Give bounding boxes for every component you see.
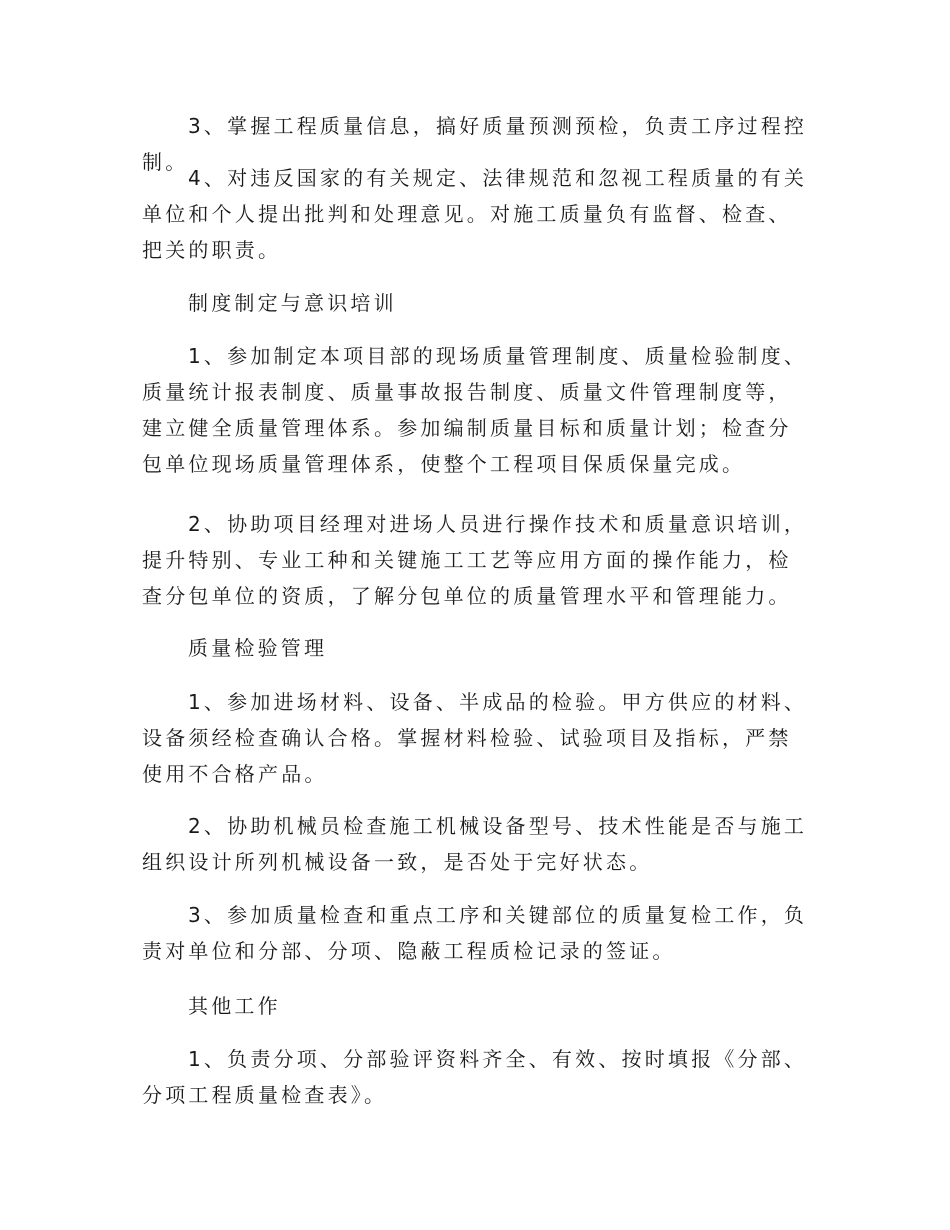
paragraph-records-filing: 1、负责分项、分部验评资料齐全、有效、按时填报《分部、分项工程质量检查表》。 [142,1047,808,1107]
paragraph-training-assist: 2、协助项目经理对进场人员进行操作技术和质量意识培训，提升特别、专业工种和关键施工工艺等应用方面的操作能力，检查分包单位的资质，了解分包单位的质量管理水平和管理能力。 [142,512,808,608]
paragraph-material-inspection: 1、参加进场材料、设备、半成品的检验。甲方供应的材料、设备须经检查确认合格。掌握材料检验、试验项目及指标，严禁使用不合格产品。 [142,690,808,786]
section-heading-other-work: 其他工作 [188,994,281,1018]
paragraph-equipment-check: 2、协助机械员检查施工机械设备型号、技术性能是否与施工组织设计所列机械设备一致，是否处于完好状态。 [142,814,808,874]
paragraph-violation-handling: 4、对违反国家的有关规定、法律规范和忽视工程质量的有关单位和个人提出批判和处理意见。对施工质量负有监督、检查、把关的职责。 [142,166,808,262]
paragraph-quality-recheck: 3、参加质量检查和重点工序和关键部位的质量复检工作，负责对单位和分部、分项、隐蔽工程质检记录的签证。 [142,903,808,963]
section-heading-inspection: 质量检验管理 [188,636,328,660]
paragraph-system-formulation: 1、参加制定本项目部的现场质量管理制度、质量检验制度、质量统计报表制度、质量事故报告制度、质量文件管理制度等，建立健全质量管理体系。参加编制质量目标和质量计划；检查分包单位现场质量管理体系，使整个工程项目保质保量完成。 [142,344,808,476]
paragraph-info-control: 3、掌握工程质量信息，搞好质量预测预检，负责工序过程控制。 [142,114,808,174]
section-heading-training: 制度制定与意识培训 [188,291,397,315]
